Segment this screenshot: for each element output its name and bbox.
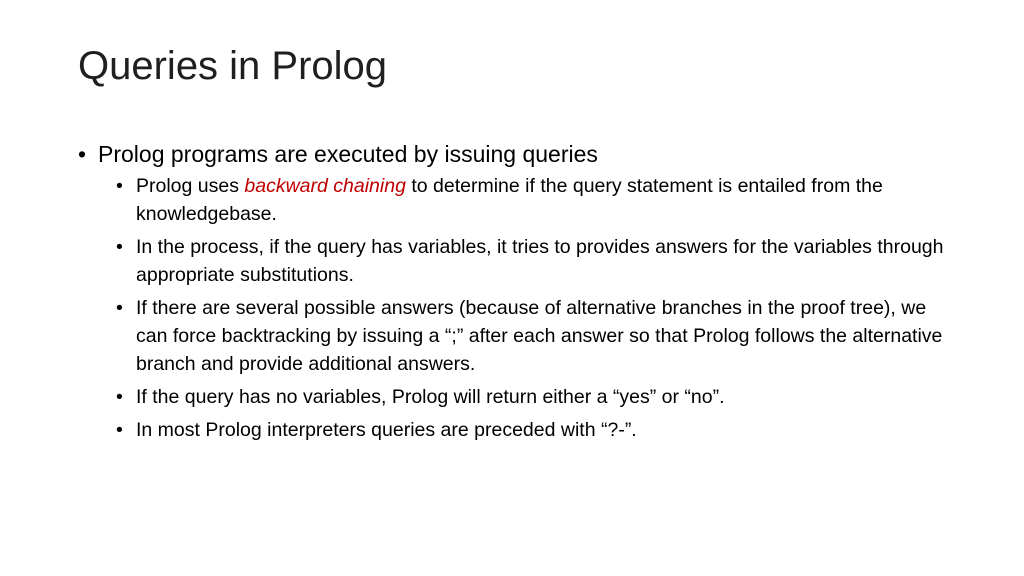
bullet-icon: • bbox=[116, 236, 123, 258]
sub-point-text: In the process, if the query has variables, it tries to provides answers for the variables through appropriate substitutions. bbox=[136, 236, 944, 286]
sub-point-text: If the query has no variables, Prolog will return either a “yes” or “no”. bbox=[136, 386, 725, 408]
bullet-icon: • bbox=[116, 297, 123, 319]
sub-bullet-list bbox=[78, 172, 958, 444]
main-bullet-point bbox=[78, 138, 958, 170]
sub-bullet-point bbox=[78, 172, 958, 228]
sub-bullet-point bbox=[78, 383, 958, 411]
sub-point-text-before: Prolog uses bbox=[136, 175, 245, 197]
bullet-icon: • bbox=[116, 419, 123, 441]
sub-point-text-after: to determine if the query statement is entailed from the knowledgebase. bbox=[136, 175, 883, 225]
sub-point-text: If there are several possible answers (because of alternative branches in the proof tree), we can force backtracking by issuing a “;” after each answer so that Prolog follows the alternative branch and provide additional answers. bbox=[136, 297, 943, 375]
main-point-text: Prolog programs are executed by issuing queries bbox=[98, 141, 598, 167]
emphasis-text: backward chaining bbox=[244, 175, 406, 197]
sub-bullet-point bbox=[78, 416, 958, 444]
slide-title: Queries in Prolog bbox=[78, 44, 388, 88]
bullet-icon: • bbox=[116, 175, 123, 197]
sub-bullet-point bbox=[78, 233, 958, 289]
sub-point-text: In most Prolog interpreters queries are preceded with “?-”. bbox=[136, 419, 637, 441]
bullet-icon: • bbox=[116, 386, 123, 408]
bullet-icon: • bbox=[78, 141, 87, 167]
sub-bullet-point bbox=[78, 294, 958, 378]
slide-content bbox=[78, 138, 958, 449]
